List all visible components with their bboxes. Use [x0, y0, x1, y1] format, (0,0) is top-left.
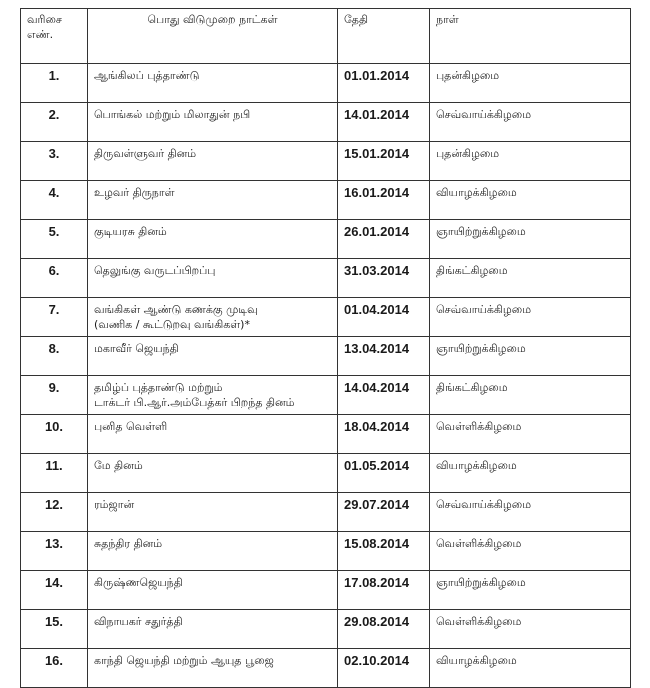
day-cell: செவ்வாய்க்கிழமை [430, 493, 631, 532]
day-cell: செவ்வாய்க்கிழமை [430, 298, 631, 337]
day-cell: புதன்கிழமை [430, 142, 631, 181]
day-cell: ஞாயிற்றுக்கிழமை [430, 571, 631, 610]
table-row [21, 103, 631, 142]
date-cell: 01.05.2014 [338, 454, 430, 493]
day-cell: செவ்வாய்க்கிழமை [430, 103, 631, 142]
holiday-name-cell [88, 181, 338, 220]
date-cell: 14.01.2014 [338, 103, 430, 142]
holiday-name-cell [88, 298, 338, 337]
serial-number-cell: 9. [21, 376, 88, 415]
table-row [21, 415, 631, 454]
date-cell: 01.01.2014 [338, 64, 430, 103]
holiday-name-cell [88, 532, 338, 571]
holiday-name-line2: (வணிக / கூட்டுறவு வங்கிகள்)* [94, 318, 250, 331]
table-row [21, 298, 631, 337]
date-cell: 15.01.2014 [338, 142, 430, 181]
day-cell: வியாழக்கிழமை [430, 649, 631, 688]
holiday-name-line1: பொங்கல் மற்றும் மிலாதுன் நபி [94, 108, 251, 121]
date-cell: 13.04.2014 [338, 337, 430, 376]
table-row [21, 493, 631, 532]
date-cell: 15.08.2014 [338, 532, 430, 571]
holiday-name-cell [88, 454, 338, 493]
serial-number-cell: 13. [21, 532, 88, 571]
serial-number-cell: 6. [21, 259, 88, 298]
holiday-name-cell [88, 103, 338, 142]
day-cell: திங்கட்கிழமை [430, 259, 631, 298]
date-cell: 01.04.2014 [338, 298, 430, 337]
date-cell: 17.08.2014 [338, 571, 430, 610]
day-cell: ஞாயிற்றுக்கிழமை [430, 337, 631, 376]
table-row [21, 64, 631, 103]
serial-number-cell: 5. [21, 220, 88, 259]
holiday-name-cell [88, 220, 338, 259]
date-cell: 26.01.2014 [338, 220, 430, 259]
table-row [21, 532, 631, 571]
date-cell: 18.04.2014 [338, 415, 430, 454]
serial-number-cell: 2. [21, 103, 88, 142]
header-day: நாள் [430, 9, 631, 64]
serial-number-cell: 3. [21, 142, 88, 181]
table-row [21, 337, 631, 376]
holiday-name-cell [88, 376, 338, 415]
day-cell: திங்கட்கிழமை [430, 376, 631, 415]
holiday-name-line1: புனித வெள்ளி [94, 420, 168, 433]
table-row [21, 649, 631, 688]
date-cell: 14.04.2014 [338, 376, 430, 415]
serial-number-cell: 16. [21, 649, 88, 688]
serial-number-cell: 12. [21, 493, 88, 532]
header-holiday-name: பொது விடுமுறை நாட்கள் [88, 9, 338, 64]
day-cell: வெள்ளிக்கிழமை [430, 610, 631, 649]
header-serial-line1: வரிசை [27, 13, 62, 26]
table-row [21, 610, 631, 649]
header-date: தேதி [338, 9, 430, 64]
table-row [21, 181, 631, 220]
day-cell: வெள்ளிக்கிழமை [430, 532, 631, 571]
holiday-name-line1: சுதந்திர தினம் [94, 537, 163, 550]
day-cell: வியாழக்கிழமை [430, 181, 631, 220]
holiday-name-cell [88, 493, 338, 532]
header-serial-number [21, 9, 88, 64]
holiday-name-line1: கிருஷ்ணஜெயந்தி [94, 576, 183, 589]
holiday-name-line2: டாக்டர் பி.ஆர்.அம்பேத்கர் பிறந்த தினம் [94, 396, 295, 409]
serial-number-cell: 14. [21, 571, 88, 610]
holiday-name-line1: தமிழ்ப் புத்தாண்டு மற்றும் [94, 381, 223, 394]
day-cell: புதன்கிழமை [430, 64, 631, 103]
holiday-name-cell [88, 142, 338, 181]
table-row [21, 376, 631, 415]
serial-number-cell: 10. [21, 415, 88, 454]
holiday-name-line1: விநாயகர் சதுர்த்தி [94, 615, 183, 628]
holiday-name-cell [88, 259, 338, 298]
date-cell: 29.08.2014 [338, 610, 430, 649]
table-row [21, 259, 631, 298]
date-cell: 29.07.2014 [338, 493, 430, 532]
holiday-name-line1: காந்தி ஜெயந்தி மற்றும் ஆயுத பூஜை [94, 654, 274, 667]
holiday-name-line1: மே தினம் [94, 459, 143, 472]
day-cell: வியாழக்கிழமை [430, 454, 631, 493]
table-row [21, 454, 631, 493]
holiday-name-cell [88, 64, 338, 103]
holiday-name-cell [88, 571, 338, 610]
holiday-name-line1: மகாவீர் ஜெயந்தி [94, 342, 179, 355]
table-row [21, 220, 631, 259]
serial-number-cell: 15. [21, 610, 88, 649]
table-row [21, 142, 631, 181]
holiday-table [20, 8, 631, 688]
serial-number-cell: 11. [21, 454, 88, 493]
date-cell: 16.01.2014 [338, 181, 430, 220]
holiday-name-cell [88, 337, 338, 376]
holiday-name-line1: வங்கிகள் ஆண்டு கணக்கு முடிவு [94, 303, 258, 316]
serial-number-cell: 8. [21, 337, 88, 376]
header-row [21, 9, 631, 64]
header-serial-line2: எண். [27, 28, 54, 41]
holiday-name-cell [88, 415, 338, 454]
date-cell: 02.10.2014 [338, 649, 430, 688]
day-cell: ஞாயிற்றுக்கிழமை [430, 220, 631, 259]
date-cell: 31.03.2014 [338, 259, 430, 298]
holiday-name-line1: திருவள்ளுவர் தினம் [94, 147, 197, 160]
table-row [21, 571, 631, 610]
holiday-name-line1: தெலுங்கு வருடப்பிறப்பு [94, 264, 216, 277]
holiday-name-cell [88, 649, 338, 688]
serial-number-cell: 4. [21, 181, 88, 220]
serial-number-cell: 1. [21, 64, 88, 103]
holiday-name-line1: ஆங்கிலப் புத்தாண்டு [94, 69, 200, 82]
day-cell: வெள்ளிக்கிழமை [430, 415, 631, 454]
holiday-name-cell [88, 610, 338, 649]
holiday-name-line1: உழவர் திருநாள் [94, 186, 175, 199]
holiday-name-line1: குடியரசு தினம் [94, 225, 167, 238]
holiday-name-line1: ரம்ஜான் [94, 498, 135, 511]
serial-number-cell: 7. [21, 298, 88, 337]
